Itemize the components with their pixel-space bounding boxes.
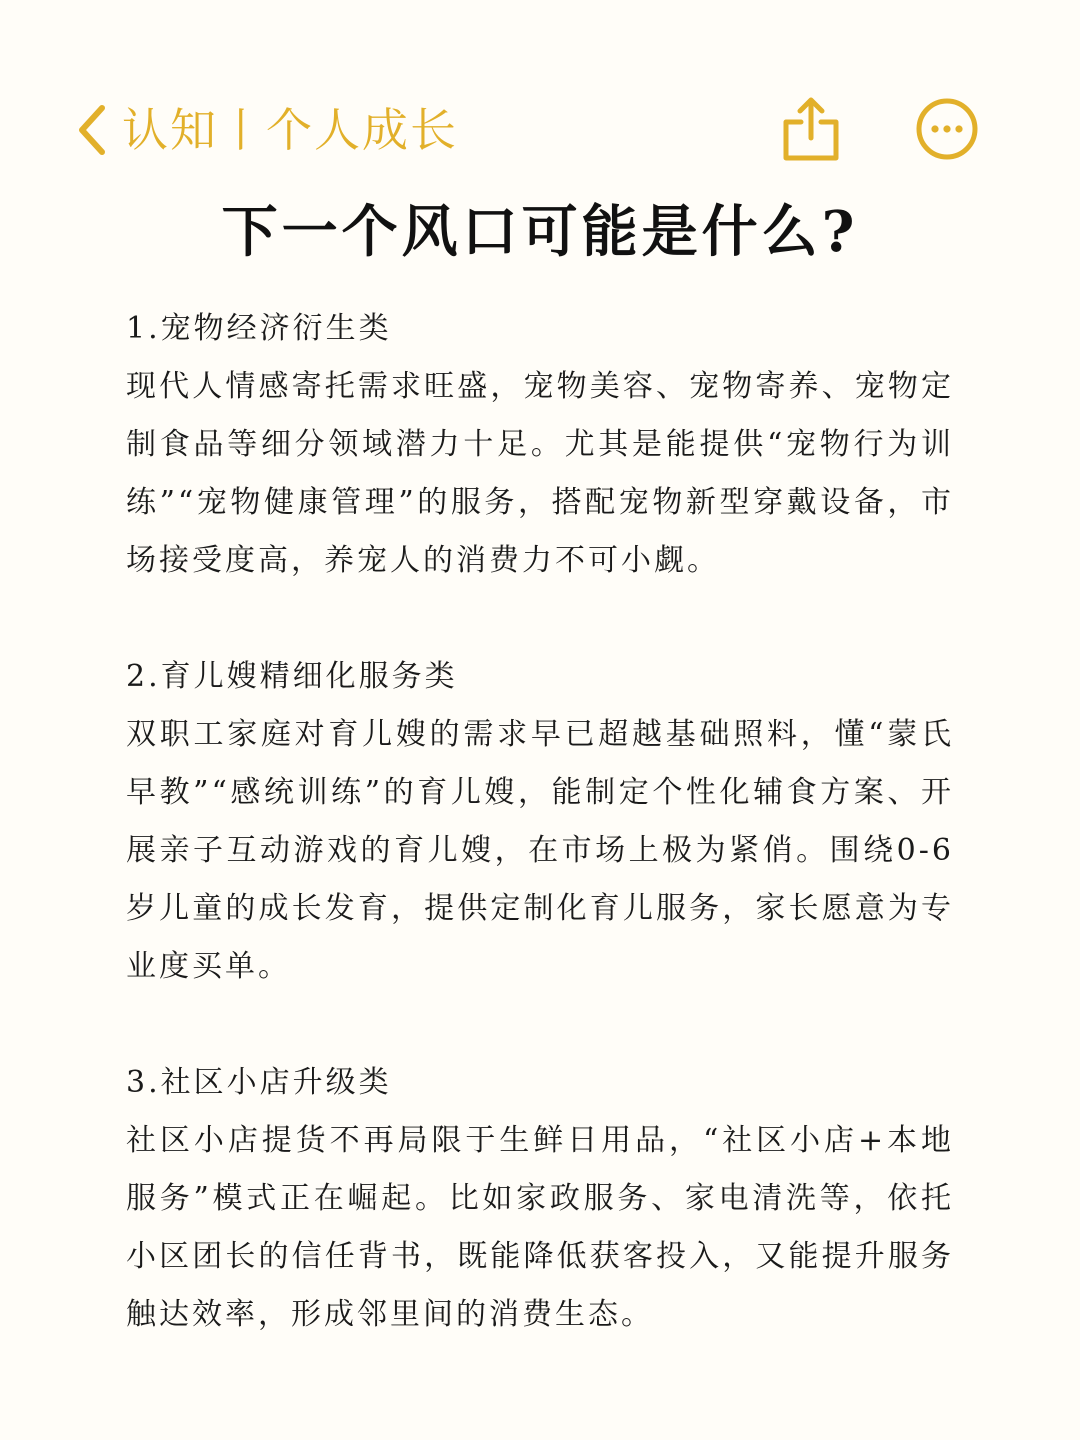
section-nanny-service (126, 648, 954, 996)
section-body: 现代人情感寄托需求旺盛，宠物美容、宠物寄养、宠物定制食品等细分领域潜力十足。尤其是能提供“宠物行为训练”“宠物健康管理”的服务，搭配宠物新型穿戴设备，市场接受度高，养宠人的消费力不可小觑。 (126, 369, 954, 578)
back-button[interactable] (72, 98, 458, 162)
section-body: 社区小店提货不再局限于生鲜日用品，“社区小店+本地服务”模式正在崛起。比如家政服务、家电清洗等，依托小区团长的信任背书，既能降低获客投入，又能提升服务触达效率，形成邻里间的消费生态。 (126, 1123, 954, 1332)
share-icon (782, 96, 840, 162)
section-community-store (126, 1054, 954, 1344)
section-heading: 1.宠物经济衍生类 (126, 311, 392, 346)
share-button[interactable] (782, 96, 840, 162)
page-title: 下一个风口可能是什么? (221, 199, 859, 265)
more-options-button[interactable] (914, 96, 980, 162)
nav-title: 认知丨个人成长 (122, 103, 458, 157)
section-pet-economy (126, 300, 954, 590)
more-icon (914, 96, 980, 162)
article-content (126, 300, 954, 1402)
section-heading: 2.育儿嫂精细化服务类 (126, 659, 458, 694)
section-heading: 3.社区小店升级类 (126, 1065, 392, 1100)
chevron-left-icon (72, 100, 112, 160)
section-body: 双职工家庭对育儿嫂的需求早已超越基础照料，懂“蒙氏早教”“感统训练”的育儿嫂，能制定个性化辅食方案、开展亲子互动游戏的育儿嫂，在市场上极为紧俏。围绕0-6岁儿童的成长发育，提供定制化育儿服务，家长愿意为专业度买单。 (126, 717, 954, 984)
top-nav-bar (0, 90, 1080, 170)
